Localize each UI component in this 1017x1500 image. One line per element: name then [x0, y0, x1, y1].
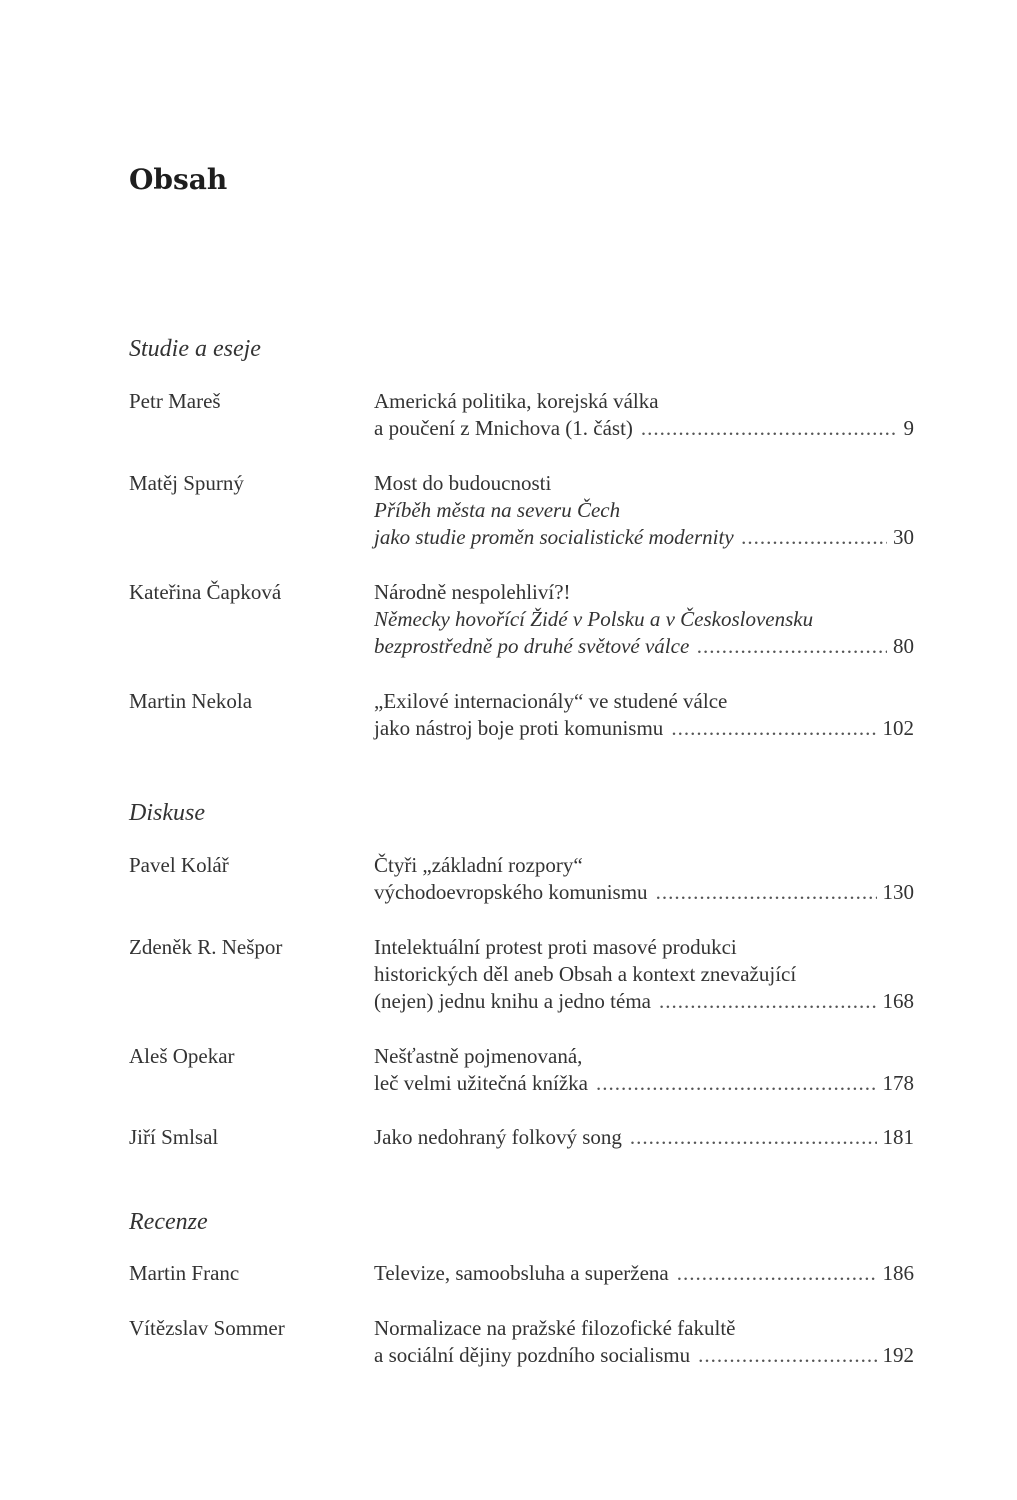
toc-page-number: 186	[882, 1261, 914, 1285]
toc-title-line: Americká politika, korejská válka	[374, 389, 659, 413]
toc-author: Martin Nekola	[129, 689, 253, 713]
toc-author: Zdeněk R. Nešpor	[129, 935, 283, 959]
dot-leader	[671, 715, 876, 742]
toc-title-line-last	[374, 1260, 914, 1287]
toc-title-line: leč velmi užitečná knížka	[374, 1071, 588, 1095]
toc-page-number: 130	[882, 880, 914, 904]
toc-author: Martin Franc	[129, 1261, 240, 1285]
section-heading-studie: Studie a eseje	[129, 336, 261, 362]
toc-title	[374, 1315, 914, 1369]
toc-page-number: 192	[882, 1343, 914, 1367]
section-heading-diskuse: Diskuse	[129, 800, 205, 826]
toc-title-line-last	[374, 1070, 914, 1097]
toc-title-line: Nešťastně pojmenovaná,	[374, 1044, 583, 1068]
dot-leader	[742, 524, 887, 551]
toc-author: Matěj Spurný	[129, 471, 244, 495]
toc-page-number: 80	[893, 634, 914, 658]
toc-title-line: Most do budoucnosti	[374, 471, 552, 495]
toc-title-line-last	[374, 1124, 914, 1151]
toc-subtitle-line: Příběh města na severu Čech	[374, 498, 621, 522]
toc-title-line: a poučení z Mnichova (1. část)	[374, 416, 633, 440]
toc-page-number: 9	[903, 416, 914, 440]
dot-leader	[656, 879, 877, 906]
toc-title-line: „Exilové internacionály“ ve studené válce	[374, 689, 728, 713]
toc-subtitle-line: bezprostředně po druhé světové válce	[374, 634, 690, 658]
toc-author: Vítězslav Sommer	[129, 1316, 285, 1340]
dot-leader	[596, 1070, 877, 1097]
toc-title	[374, 579, 914, 660]
toc-page-number: 30	[893, 525, 914, 549]
toc-page-number: 181	[882, 1125, 914, 1149]
toc-title	[374, 1043, 914, 1097]
toc-title-line: Televize, samoobsluha a superžena	[374, 1261, 669, 1285]
dot-leader	[697, 633, 887, 660]
toc-title	[374, 1124, 914, 1151]
toc-author: Kateřina Čapková	[129, 580, 282, 604]
toc-title	[374, 1260, 914, 1287]
toc-title-line: a sociální dějiny pozdního socialismu	[374, 1343, 691, 1367]
toc-title-line-last	[374, 715, 914, 742]
toc-title-line-last	[374, 988, 914, 1015]
dot-leader	[641, 415, 898, 442]
toc-title-line: Čtyři „základní rozpory“	[374, 853, 583, 877]
page-title: Obsah	[129, 163, 228, 196]
toc-page-number: 168	[882, 989, 914, 1013]
toc-title-line-last	[374, 1342, 914, 1369]
toc-title	[374, 934, 914, 1015]
toc-subtitle-line: jako studie proměn socialistické modernity	[374, 525, 734, 549]
toc-title-line: historických děl aneb Obsah a kontext znevažující	[374, 962, 797, 986]
toc-author: Jiří Smlsal	[129, 1125, 219, 1149]
toc-author: Pavel Kolář	[129, 853, 229, 877]
dot-leader	[698, 1342, 876, 1369]
toc-title-line: Intelektuální protest proti masové produkci	[374, 935, 737, 959]
toc-author: Aleš Opekar	[129, 1044, 235, 1068]
toc-title	[374, 852, 914, 906]
toc-title-line: Národně nespolehliví?!	[374, 580, 571, 604]
toc-title-line-last	[374, 879, 914, 906]
toc-title-line: Jako nedohraný folkový song	[374, 1125, 622, 1149]
toc-title	[374, 688, 914, 742]
dot-leader	[659, 988, 877, 1015]
toc-title-line-last	[374, 415, 914, 442]
toc-title-line: (nejen) jednu knihu a jedno téma	[374, 989, 651, 1013]
toc-title-line: Normalizace na pražské filozofické fakultě	[374, 1316, 736, 1340]
toc-subtitle-line: Německy hovořící Židé v Polsku a v Československu	[374, 607, 814, 631]
toc-page-number: 178	[882, 1071, 914, 1095]
toc-title-line-last	[374, 524, 914, 551]
toc-page-number: 102	[882, 716, 914, 740]
toc-title-line: jako nástroj boje proti komunismu	[374, 716, 664, 740]
toc-title	[374, 388, 914, 442]
toc-title	[374, 470, 914, 551]
toc-title-line-last	[374, 633, 914, 660]
dot-leader	[677, 1260, 877, 1287]
toc-title-line: východoevropského komunismu	[374, 880, 648, 904]
toc-author: Petr Mareš	[129, 389, 221, 413]
section-heading-recenze: Recenze	[129, 1209, 208, 1235]
dot-leader	[630, 1124, 877, 1151]
